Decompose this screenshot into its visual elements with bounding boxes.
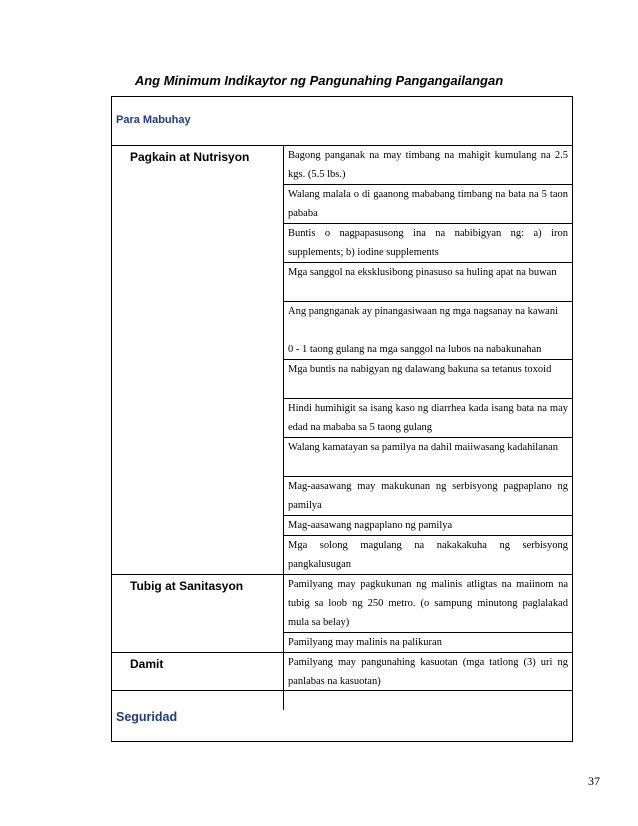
category-label: Tubig at Sanitasyon — [130, 579, 244, 593]
indicator-cell: Mga sanggol na eksklusibong pinasuso sa huling apat na buwan — [284, 263, 573, 302]
table-row — [112, 653, 572, 711]
section-heading-seguridad: Seguridad — [116, 710, 178, 724]
indicator-table-frame — [111, 96, 573, 742]
category-cell-pagkain — [112, 146, 284, 575]
indicator-cell: Walang malala o di gaanong mababang timbang na bata na 5 taon pababa — [284, 185, 573, 224]
category-cell-tubig — [112, 575, 284, 653]
indicator-table — [112, 145, 572, 710]
indicator-cell: Hindi humihigit sa isang kaso ng diarrhea kada isang bata na may edad na mababa sa 5 taong gulang — [284, 399, 573, 438]
page-title: Ang Minimum Indikaytor ng Pangunahing Pangangailangan — [134, 73, 504, 88]
indicator-cell: Mga buntis na nabigyan ng dalawang bakuna sa tetanus toxoid — [284, 360, 573, 399]
indicator-cell: Pamilyang may malinis na palikuran — [284, 633, 573, 653]
indicator-cell: Buntis o nagpapasusong ina na nabibigyan ng: a) iron supplements; b) iodine supplements — [284, 224, 573, 263]
indicator-cell: Mga solong magulang na nakakakuha ng serbisyong pangkalusugan — [284, 536, 573, 575]
indicator-cell: Pamilyang may pagkukunan ng malinis atligtas na maiinom na tubig sa loob ng 250 metro. (o sampung minutong paglalakad mula sa belay) — [284, 575, 573, 633]
page-number: 37 — [588, 774, 600, 788]
category-cell-damit — [112, 653, 284, 711]
table-row — [112, 146, 572, 185]
table-row — [112, 575, 572, 633]
indicator-cell: 0 - 1 taong gulang na mga sanggol na lubos na nabakunahan — [288, 344, 542, 355]
indicator-cell: Pamilyang may pangunahing kasuotan (mga tatlong (3) uri ng panlabas na kasuotan) — [284, 653, 573, 711]
indicator-cell: Mag-aasawang may makukunan ng serbisyong pagpaplano ng pamilya — [284, 477, 573, 516]
section-heading-para-mabuhay: Para Mabuhay — [116, 114, 191, 126]
indicator-cell: Mag-aasawang nagpaplano ng pamilya — [284, 516, 573, 536]
section-divider — [112, 690, 572, 691]
indicator-cell: Walang kamatayan sa pamilya na dahil maiiwasang kadahilanan — [284, 438, 573, 477]
indicator-cell: Ang pangnganak ay pinangasiwaan ng mga nagsanay na kawani — [284, 302, 573, 341]
category-label: Pagkain at Nutrisyon — [130, 150, 250, 164]
category-label: Damit — [130, 657, 164, 671]
indicator-cell: Bagong panganak na may timbang na mahigit kumulang na 2.5 kgs. (5.5 lbs.) — [284, 146, 573, 185]
